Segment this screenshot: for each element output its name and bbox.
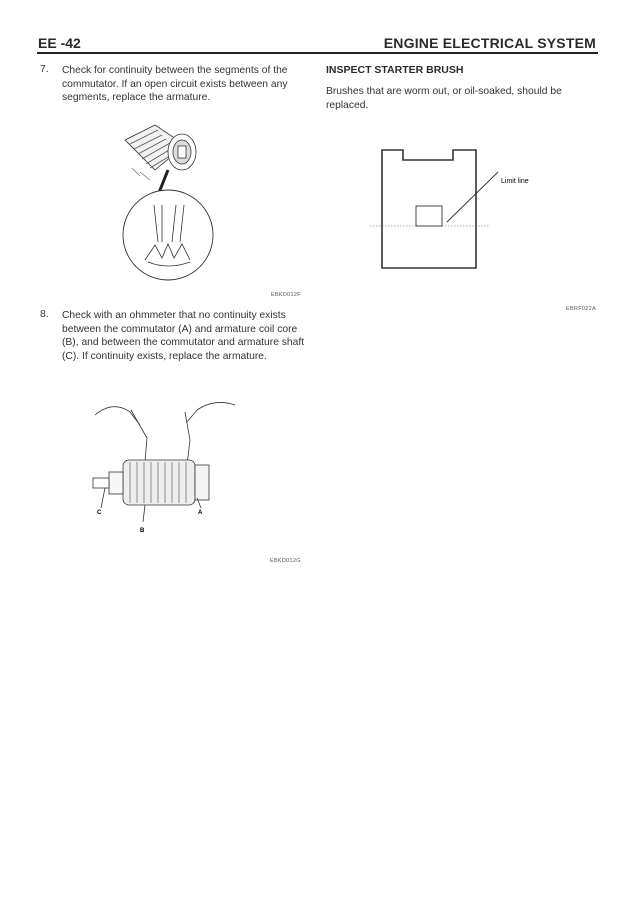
step-7-text: Check for continuity between the segments of the commutator. If an open circuit exists between any segments, replace the armature. (62, 65, 288, 104)
page-number: EE -42 (38, 35, 81, 51)
brush-section-heading: INSPECT STARTER BRUSH (326, 64, 464, 76)
step-8-text: Check with an ohmmeter that no continuity exists between the commutator (A) and armature coil core (B), and between the commutator and armature shaft (C). If continuity exists, replace the armature. (62, 310, 305, 362)
step-7-number: 7. (40, 64, 49, 75)
label-b: B (140, 528, 145, 534)
step-8-number: 8. (40, 309, 49, 320)
commutator-continuity-figure (110, 110, 230, 285)
label-a: A (198, 510, 203, 516)
figure-code-1: EBKD012F (271, 292, 301, 298)
label-c: C (97, 510, 102, 516)
limit-line-label: Limit line (501, 178, 529, 185)
brush-limit-figure (370, 140, 560, 275)
section-title: ENGINE ELECTRICAL SYSTEM (383, 35, 596, 51)
figure-code-3: EBKD012G (270, 558, 301, 564)
brush-section-text: Brushes that are worm out, or oil-soaked, should be replaced. (326, 86, 562, 111)
figure-code-2: EBRF022A (566, 306, 596, 312)
ohmmeter-check-figure (85, 390, 245, 540)
header-rule (37, 52, 598, 54)
